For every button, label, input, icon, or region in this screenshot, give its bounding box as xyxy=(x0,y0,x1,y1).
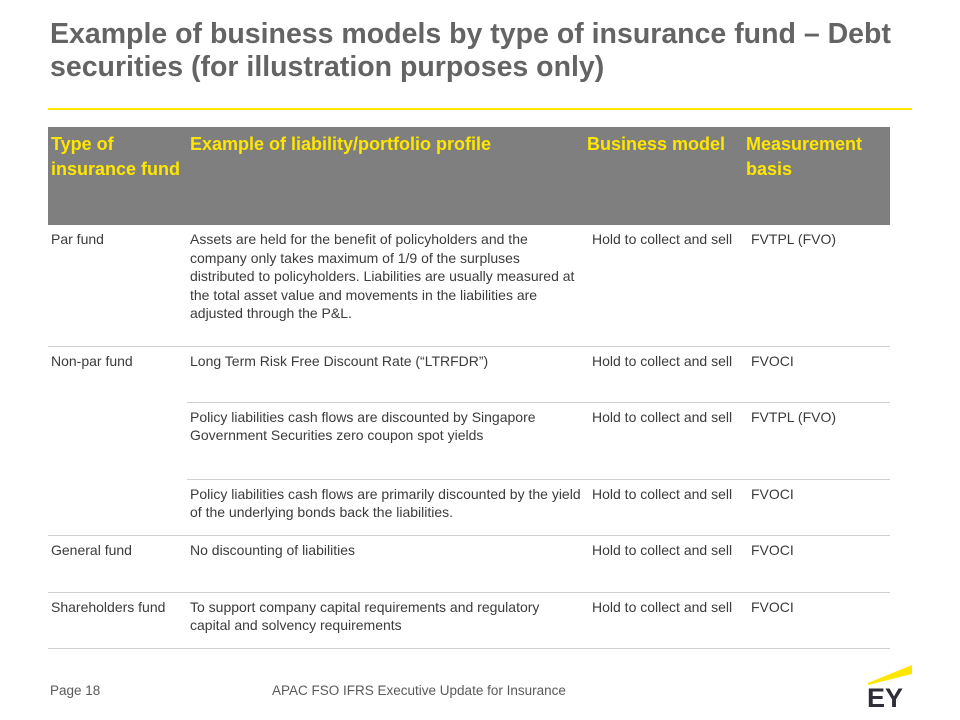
profile-cell: Assets are held for the benefit of policyholders and the company only takes maximum of 1/9 of the surpluses distributed to policyholders. Liabilities are usually measured at the total asset value and movements in the liabilities are adjusted through the P&L. xyxy=(190,231,575,321)
table-row xyxy=(48,535,890,592)
profile-cell: To support company capital requirements and regulatory capital and solvency requirements xyxy=(187,592,584,648)
fund-cell: General fund xyxy=(48,535,187,592)
business-model-cell: Hold to collect and sell xyxy=(584,535,743,592)
profile-cell: Policy liabilities cash flows are primarily discounted by the yield of the underlying bonds back the liabilities. xyxy=(187,479,584,535)
header-profile: Example of liability/portfolio profile xyxy=(187,127,584,225)
business-model-cell: Hold to collect and sell xyxy=(592,231,733,247)
business-models-table xyxy=(48,127,890,649)
slide-title: Example of business models by type of insurance fund – Debt securities (for illustration purposes only) xyxy=(50,18,891,83)
measurement-cell: FVOCI xyxy=(743,346,890,402)
fund-cell: Par fund xyxy=(51,231,104,247)
profile-cell: No discounting of liabilities xyxy=(187,535,584,592)
measurement-cell: FVOCI xyxy=(743,535,890,592)
business-model-cell: Hold to collect and sell xyxy=(584,592,743,648)
profile-cell: Policy liabilities cash flows are discounted by Singapore Government Securities zero coupon spot yields xyxy=(187,402,584,479)
header-fund-type: Type of insurance fund xyxy=(48,127,187,225)
document-title: APAC FSO IFRS Executive Update for Insurance xyxy=(272,683,566,698)
title-underline xyxy=(48,108,912,110)
table-header-row xyxy=(48,127,890,225)
business-model-cell: Hold to collect and sell xyxy=(584,402,743,479)
measurement-cell: FVTPL (FVO) xyxy=(743,402,890,479)
fund-cell: Shareholders fund xyxy=(48,592,187,648)
ey-logo xyxy=(866,662,914,710)
header-measurement-basis: Measurement basis xyxy=(743,127,890,225)
page-number: Page 18 xyxy=(50,683,101,698)
table-row xyxy=(48,592,890,648)
business-model-cell: Hold to collect and sell xyxy=(584,479,743,535)
table-row xyxy=(48,225,890,346)
svg-text:EY: EY xyxy=(867,683,904,710)
table-row xyxy=(48,346,890,402)
fund-cell: Non-par fund xyxy=(48,346,187,535)
measurement-cell: FVOCI xyxy=(743,479,890,535)
measurement-cell: FVTPL (FVO) xyxy=(751,231,837,247)
business-model-cell: Hold to collect and sell xyxy=(584,346,743,402)
profile-cell: Long Term Risk Free Discount Rate (“LTRFDR”) xyxy=(187,346,584,402)
header-business-model: Business model xyxy=(584,127,743,225)
measurement-cell: FVOCI xyxy=(743,592,890,648)
